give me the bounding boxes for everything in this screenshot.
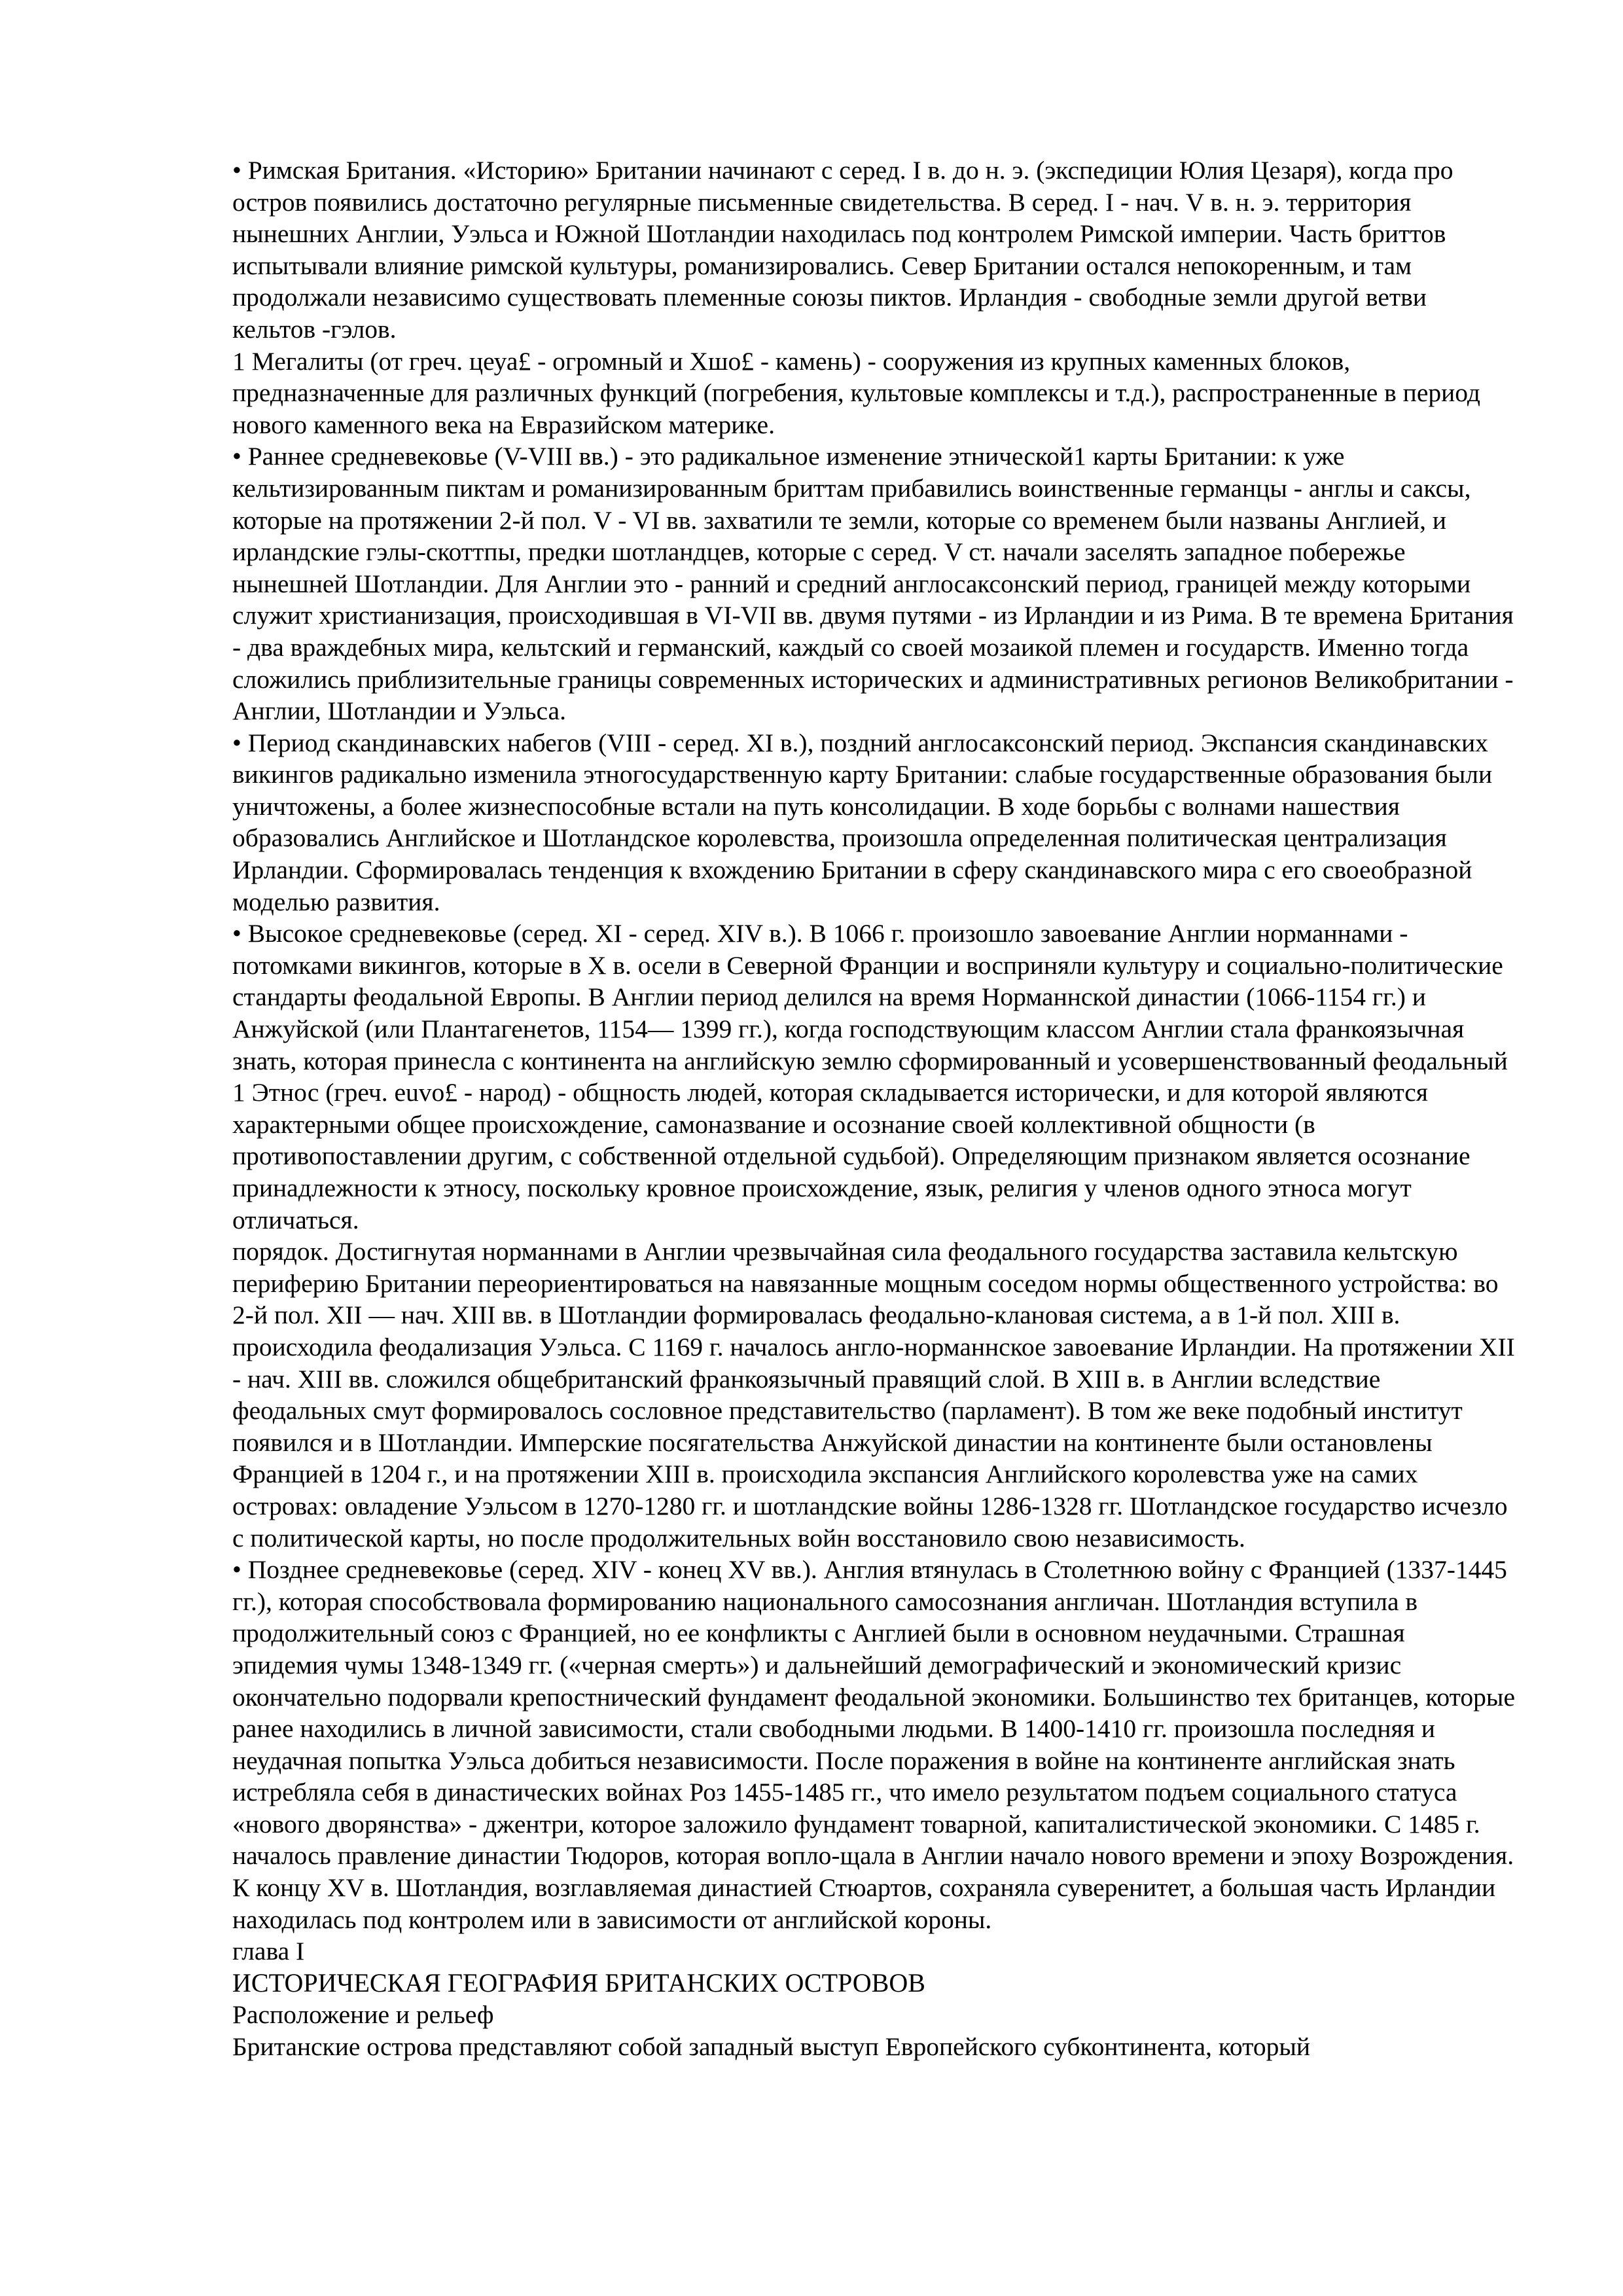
- chapter-label: глава I: [232, 1937, 305, 1966]
- chapter-title: ИСТОРИЧЕСКАЯ ГЕОГРАФИЯ БРИТАНСКИХ ОСТРОВОВ: [232, 1967, 925, 1998]
- document-page: [232, 154, 1515, 2063]
- paragraph-scandinavian-raids: • Период скандинавских набегов (VIII - серед. XI в.), поздний англосаксонский период. Экспансия скандинавских викингов радикально изменила этногосударственную карту Британии: слабые государственные образования были уничтожены, а более жизнеспособные встали на путь консолидации. В ходе борьбы с волнами нашествия образовались Английское и Шотландское королевства, произошла определенная политическая централизация Ирландии. Сформировалась тенденция к вхождению Британии в сферу скандинавского мира с его своеобразной моделью развития.: [232, 728, 1493, 916]
- paragraph-late-middle-ages: • Позднее средневековье (серед. XIV - конец XV вв.). Англия втянулась в Столетнюю войну с Францией (1337-1445 гг.), которая способствовала формированию национального самосознания англичан. Шотландия вступила в продолжительный союз с Францией, но ее конфликты с Англией были в основном неудачными. Страшная эпидемия чумы 1348-1349 гг. («черная смерть») и дальнейший демографический и экономический кризис окончательно подорвали крепостнический фундамент феодальной экономики. Большинство тех британцев, которые ранее находились в личной зависимости, стали свободными людьми. В 1400-1410 гг. произошла последняя и неудачная попытка Уэльса добиться независимости. После поражения в войне на континенте английская знать истребляла себя в династических войнах Роз 1455-1485 гг., что имело результатом подъем социального статуса «нового дворянства» - джентри, которое заложило фундамент товарной, капиталистической экономики. С 1485 г. началось правление династии Тюдоров, которая вопло-щала в Англии начало нового времени и эпоху Возрождения. К концу XV в. Шотландия, возглавляемая династией Стюартов, сохраняла суверенитет, а большая часть Ирландии находилась под контролем или в зависимости от английской короны.: [232, 1555, 1515, 1934]
- paragraph-location-intro: Британские острова представляют собой западный выступ Европейского субконтинента, который: [232, 2032, 1311, 2062]
- footnote-megaliths: 1 Мегалиты (от греч. цеуа£ - огромный и Хшо£ - камень) - сооружения из крупных каменных блоков, предназначенные для различных функций (погребения, культовые комплексы и т.д.), распространенные в период нового каменного века на Евразийском материке.: [232, 346, 1480, 439]
- paragraph-early-middle-ages: • Раннее средневековье (V-VIII вв.) - это радикальное изменение этнической1 карты Британии: к уже кельтизированным пиктам и романизированным бриттам прибавились воинственные германцы - англы и саксы, которые на протяжении 2-й пол. V - VI вв. захватили те земли, которые со временем были названы Англией, и ирландские гэлы-скоттпы, предки шотландцев, которые с серед. V ст. начали заселять западное побережье нынешней Шотландии. Для Англии это - ранний и средний англосаксонский период, границей между которыми служит христианизация, происходившая в VI-VII вв. двумя путями - из Ирландии и из Рима. В те времена Британия - два враждебных мира, кельтский и германский, каждый со своей мозаикой племен и государств. Именно тогда сложились приблизительные границы современных исторических и административных регионов Великобритании - Англии, Шотландии и Уэльса.: [232, 442, 1514, 726]
- paragraph-feudal-order: порядок. Достигнутая норманнами в Англии чрезвычайная сила феодального государства заставила кельтскую периферию Британии переориентироваться на навязанные мощным соседом нормы общественного устройства: во 2-й пол. XII — нач. XIII вв. в Шотландии формировалась феодально-клановая система, а в 1-й пол. XIII в. происходила феодализация Уэльса. С 1169 г. началось англо-норманнское завоевание Ирландии. На протяжении XII - нач. XIII вв. сложился общебританский франкоязычный правящий слой. В XIII в. в Англии вследствие феодальных смут формировалось сословное представительство (парламент). В том же веке подобный институт появился и в Шотландии. Имперские посягательства Анжуйской династии на континенте были остановлены Францией в 1204 г., и на протяжении XIII в. происходила экспансия Английского королевства уже на самих островах: овладение Уэльсом в 1270-1280 гг. и шотландские войны 1286-1328 гг. Шотландское государство исчезло с политической карты, но после продолжительных войн восстановило свою независимость.: [232, 1237, 1515, 1552]
- footnote-ethnos: 1 Этнос (греч. euvo£ - народ) - общность людей, которая складывается исторически, и для которой являются характерными общее происхождение, самоназвание и осознание своей коллективной общности (в противопоставлении другим, с собственной отдельной судьбой). Определяющим признаком является осознание принадлежности к этносу, поскольку кровное происхождение, язык, религия у членов одного этноса могут отличаться.: [232, 1078, 1471, 1234]
- paragraph-roman-britain: • Римская Британия. «Историю» Британии начинают с серед. I в. до н. э. (экспедиции Юлия Цезаря), когда про остров появились достаточно регулярные письменные свидетельства. В серед. I - нач. V в. н. э. территория нынешних Англии, Уэльса и Южной Шотландии находилась под контролем Римской империи. Часть бриттов испытывали влияние римской культуры, романизировались. Север Британии остался непокоренным, и там продолжали независимо существовать племенные союзы пиктов. Ирландия - свободные земли другой ветви кельтов -гэлов.: [232, 156, 1454, 344]
- section-title: Расположение и рельеф: [232, 2000, 494, 2030]
- paragraph-high-middle-ages: • Высокое средневековье (серед. XI - серед. XIV в.). В 1066 г. произошло завоевание Англии норманнами - потомками викингов, которые в X в. осели в Северной Франции и восприняли культуру и социально-политические стандарты феодальной Европы. В Англии период делился на время Норманнской династии (1066-1154 гг.) и Анжуйской (или Плантагенетов, 1154— 1399 гг.), когда господствующим классом Англии стала франкоязычная знать, которая принесла с континента на английскую землю сформированный и усовершенствованный феодальный: [232, 919, 1508, 1075]
